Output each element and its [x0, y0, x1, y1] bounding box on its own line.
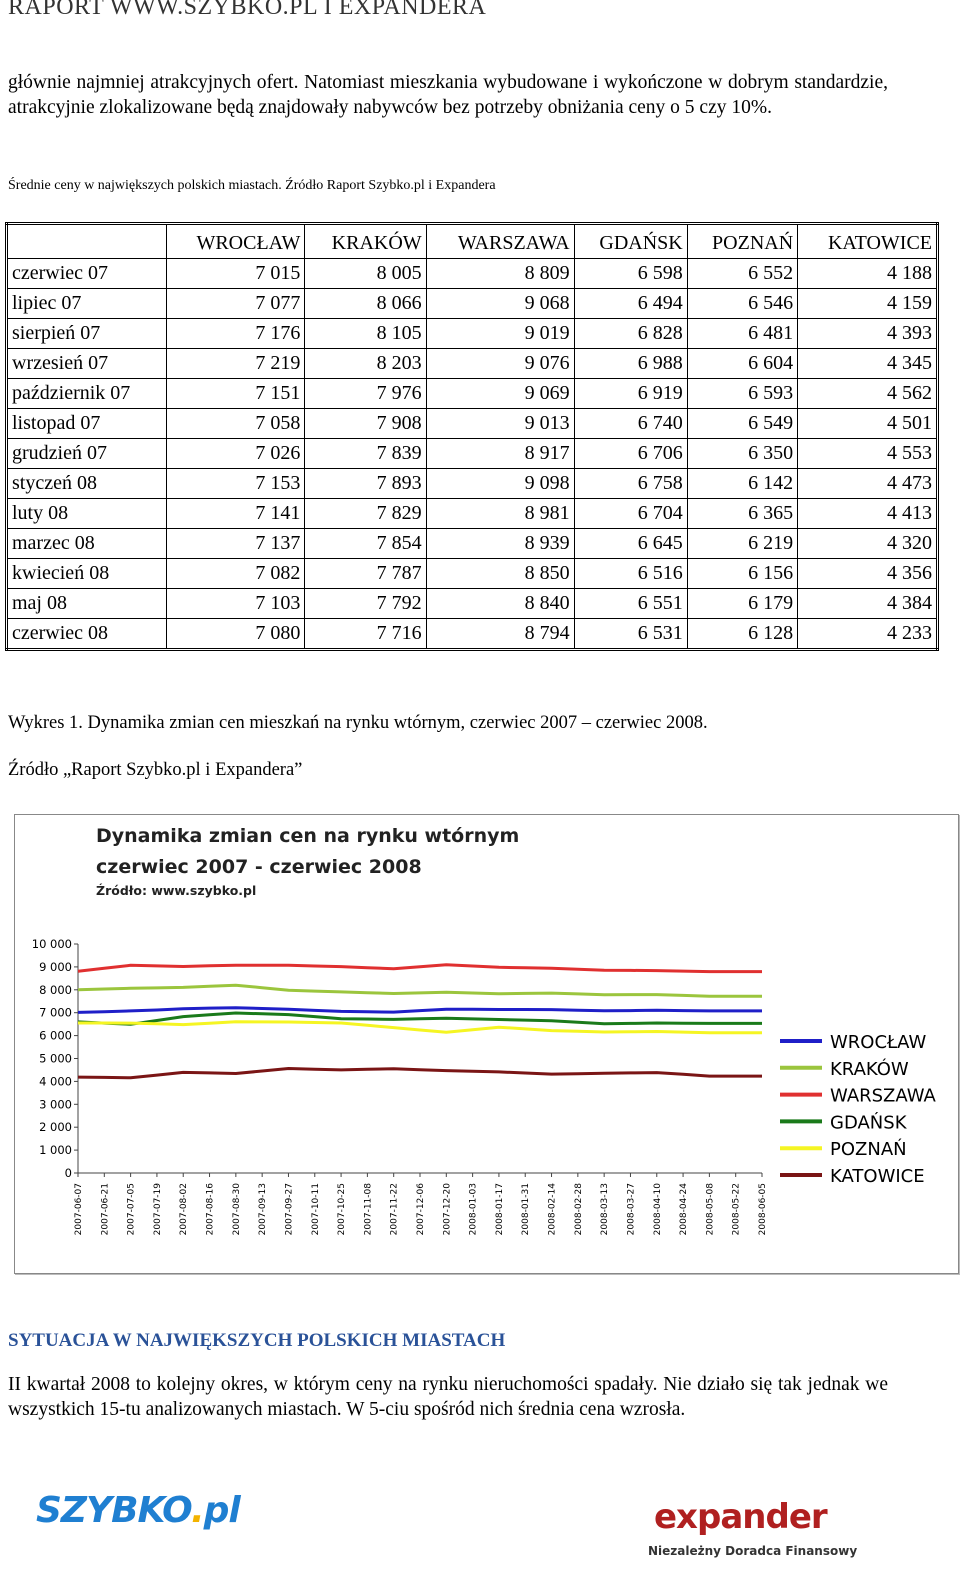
price-table — [5, 222, 939, 651]
table-row — [7, 589, 938, 619]
x-tick-label: 2007-06-07 — [74, 1183, 84, 1236]
szybko-logo-text: SZYBKO — [36, 1490, 191, 1531]
row-label: kwiecień 08 — [7, 559, 167, 589]
y-tick-label: 10 000 — [31, 937, 72, 951]
x-tick-label: 2008-05-08 — [705, 1183, 716, 1236]
table-row — [7, 499, 938, 529]
table-cell: 6 179 — [687, 589, 797, 619]
table-row — [7, 469, 938, 499]
x-tick-label: 2008-01-17 — [494, 1183, 505, 1236]
table-cell: 7 854 — [305, 529, 426, 559]
table-cell: 8 203 — [305, 349, 426, 379]
szybko-logo — [36, 1490, 240, 1531]
row-label: sierpień 07 — [7, 319, 167, 349]
table-cell: 6 551 — [574, 589, 687, 619]
x-tick-label: 2008-03-27 — [626, 1183, 637, 1236]
y-tick-label: 9 000 — [39, 959, 72, 974]
table-cell: 6 828 — [574, 319, 687, 349]
table-cell: 6 598 — [574, 259, 687, 289]
table-column-header: KATOWICE — [798, 224, 938, 259]
row-label: październik 07 — [7, 379, 167, 409]
y-tick-label: 0 — [64, 1166, 72, 1180]
legend-label: KRAKÓW — [830, 1058, 909, 1080]
x-tick-label: 2007-08-16 — [205, 1183, 216, 1236]
table-header-row — [7, 224, 938, 259]
table-cell: 4 562 — [798, 379, 938, 409]
table-row — [7, 619, 938, 650]
table-cell: 8 981 — [426, 499, 574, 529]
table-cell: 4 473 — [798, 469, 938, 499]
table-cell: 6 156 — [687, 559, 797, 589]
table-row — [7, 349, 938, 379]
row-label: lipiec 07 — [7, 289, 167, 319]
table-cell: 8 794 — [426, 619, 574, 650]
table-cell: 4 356 — [798, 559, 938, 589]
table-cell: 6 494 — [574, 289, 687, 319]
table-row — [7, 559, 938, 589]
chart-subtitle: czerwiec 2007 - czerwiec 2008 — [96, 856, 422, 878]
table-cell: 4 233 — [798, 619, 938, 650]
table-cell: 4 413 — [798, 499, 938, 529]
table-row — [7, 319, 938, 349]
table-cell: 6 142 — [687, 469, 797, 499]
table-cell: 6 350 — [687, 439, 797, 469]
szybko-logo-pl: pl — [203, 1490, 240, 1531]
y-tick-label: 1 000 — [39, 1143, 72, 1158]
table-cell: 7 893 — [305, 469, 426, 499]
row-label: listopad 07 — [7, 409, 167, 439]
table-cell: 7 792 — [305, 589, 426, 619]
table-cell: 7 839 — [305, 439, 426, 469]
x-tick-label: 2007-12-06 — [416, 1183, 426, 1236]
row-label: luty 08 — [7, 499, 167, 529]
table-cell: 8 840 — [426, 589, 574, 619]
row-label: marzec 08 — [7, 529, 167, 559]
table-cell: 9 069 — [426, 379, 574, 409]
table-column-header: KRAKÓW — [305, 224, 426, 259]
x-tick-label: 2008-02-28 — [573, 1183, 584, 1236]
table-cell: 8 809 — [426, 259, 574, 289]
table-cell: 6 365 — [687, 499, 797, 529]
row-label: styczeń 08 — [7, 469, 167, 499]
table-cell: 4 159 — [798, 289, 938, 319]
table-cell: 6 516 — [574, 559, 687, 589]
table-cell: 7 077 — [167, 289, 305, 319]
x-tick-label: 2007-10-25 — [337, 1183, 348, 1236]
y-tick-label: 7 000 — [39, 1005, 72, 1020]
table-cell: 4 320 — [798, 529, 938, 559]
table-cell: 6 128 — [687, 619, 797, 650]
x-tick-label: 2008-01-03 — [468, 1183, 479, 1236]
legend-label: POZNAŃ — [830, 1139, 907, 1161]
table-cell: 8 917 — [426, 439, 574, 469]
table-cell: 4 384 — [798, 589, 938, 619]
table-cell: 6 706 — [574, 439, 687, 469]
table-cell: 7 141 — [167, 499, 305, 529]
section-title: SYTUACJA W NAJWIĘKSZYCH POLSKICH MIASTACH — [8, 1330, 506, 1351]
table-cell: 9 076 — [426, 349, 574, 379]
table-cell: 7 787 — [305, 559, 426, 589]
y-tick-label: 8 000 — [39, 982, 72, 997]
x-tick-label: 2008-03-13 — [600, 1183, 611, 1236]
table-cell: 7 908 — [305, 409, 426, 439]
x-tick-label: 2007-09-27 — [284, 1183, 295, 1236]
x-tick-label: 2008-04-24 — [679, 1183, 690, 1236]
table-cell: 4 393 — [798, 319, 938, 349]
x-tick-label: 2007-07-19 — [152, 1183, 163, 1236]
x-tick-label: 2007-12-20 — [442, 1183, 453, 1236]
x-tick-label: 2007-07-05 — [126, 1183, 137, 1236]
table-cell: 6 645 — [574, 529, 687, 559]
x-tick-label: 2007-06-21 — [100, 1183, 111, 1236]
table-cell: 7 176 — [167, 319, 305, 349]
table-cell: 6 549 — [687, 409, 797, 439]
table-cell: 7 103 — [167, 589, 305, 619]
table-cell: 7 716 — [305, 619, 426, 650]
table-cell: 7 151 — [167, 379, 305, 409]
chart-caption: Wykres 1. Dynamika zmian cen mieszkań na rynku wtórnym, czerwiec 2007 – czerwiec 2008. — [8, 713, 708, 733]
szybko-logo-dot: . — [190, 1490, 204, 1531]
row-label: wrzesień 07 — [7, 349, 167, 379]
table-cell: 8 939 — [426, 529, 574, 559]
table-cell: 7 080 — [167, 619, 305, 650]
chart-source-caption: Źródło „Raport Szybko.pl i Expandera” — [8, 760, 303, 780]
table-cell: 9 098 — [426, 469, 574, 499]
table-cell: 4 345 — [798, 349, 938, 379]
table-cell: 9 019 — [426, 319, 574, 349]
table-cell: 7 026 — [167, 439, 305, 469]
table-cell: 6 604 — [687, 349, 797, 379]
row-label: czerwiec 08 — [7, 619, 167, 650]
table-cell: 4 553 — [798, 439, 938, 469]
row-label: grudzień 07 — [7, 439, 167, 469]
intro-paragraph: głównie najmniej atrakcyjnych ofert. Natomiast mieszkania wybudowane i wykończone w dobrym standardzie, atrakcyjnie zlokalizowane będą znajdowały nabywców bez potrzeby obniżania ceny o 5 czy 10%. — [8, 72, 888, 118]
table-cell: 6 531 — [574, 619, 687, 650]
y-tick-label: 5 000 — [39, 1051, 72, 1066]
x-tick-label: 2008-01-31 — [521, 1183, 532, 1236]
row-label: czerwiec 07 — [7, 259, 167, 289]
table-cell: 7 219 — [167, 349, 305, 379]
legend-label: KATOWICE — [830, 1166, 925, 1187]
table-cell: 7 976 — [305, 379, 426, 409]
table-cell: 8 105 — [305, 319, 426, 349]
table-cell: 9 013 — [426, 409, 574, 439]
table-cell: 6 988 — [574, 349, 687, 379]
table-header-empty — [7, 224, 167, 259]
x-tick-label: 2007-08-30 — [231, 1183, 242, 1236]
table-row — [7, 259, 938, 289]
table-caption: Średnie ceny w największych polskich miastach. Źródło Raport Szybko.pl i Expandera — [8, 178, 496, 193]
y-tick-label: 4 000 — [39, 1074, 72, 1089]
table-cell: 4 501 — [798, 409, 938, 439]
x-tick-label: 2008-02-14 — [547, 1183, 558, 1236]
table-cell: 8 005 — [305, 259, 426, 289]
chart-source: Źródło: www.szybko.pl — [96, 883, 257, 898]
x-tick-label: 2007-11-22 — [389, 1183, 400, 1236]
table-cell: 7 137 — [167, 529, 305, 559]
expander-tagline: Niezależny Doradca Finansowy — [648, 1544, 858, 1558]
legend-label: WROCŁAW — [830, 1032, 927, 1053]
section-paragraph: II kwartał 2008 to kolejny okres, w którym ceny na rynku nieruchomości spadały. Nie działo się tak jednak we wszystkich 15-tu analizowanych miastach. W 5-ciu spośród nich średnia cena wzrosła. — [8, 1374, 888, 1420]
table-row — [7, 409, 938, 439]
x-tick-label: 2008-06-05 — [758, 1183, 768, 1236]
table-cell: 6 593 — [687, 379, 797, 409]
table-cell: 7 829 — [305, 499, 426, 529]
table-cell: 7 015 — [167, 259, 305, 289]
x-tick-label: 2007-09-13 — [258, 1183, 269, 1236]
table-cell: 7 058 — [167, 409, 305, 439]
table-cell: 6 740 — [574, 409, 687, 439]
table-cell: 6 481 — [687, 319, 797, 349]
table-cell: 6 919 — [574, 379, 687, 409]
y-tick-label: 2 000 — [39, 1120, 72, 1135]
legend-label: WARSZAWA — [830, 1085, 936, 1107]
legend-label: GDAŃSK — [830, 1112, 907, 1134]
chart-title: Dynamika zmian cen na rynku wtórnym — [96, 825, 520, 847]
table-column-header: WARSZAWA — [426, 224, 574, 259]
x-tick-label: 2007-10-11 — [310, 1183, 321, 1236]
table-column-header: WROCŁAW — [167, 224, 305, 259]
table-body — [7, 259, 938, 650]
table-row — [7, 529, 938, 559]
table-row — [7, 439, 938, 469]
table-column-header: POZNAŃ — [687, 224, 797, 259]
table-cell: 6 552 — [687, 259, 797, 289]
table-cell: 6 546 — [687, 289, 797, 319]
table-cell: 6 704 — [574, 499, 687, 529]
x-tick-label: 2007-08-02 — [179, 1183, 190, 1236]
row-label: maj 08 — [7, 589, 167, 619]
table-cell: 8 066 — [305, 289, 426, 319]
y-tick-label: 6 000 — [39, 1028, 72, 1043]
y-tick-label: 3 000 — [39, 1097, 72, 1112]
x-tick-label: 2007-11-08 — [363, 1183, 374, 1236]
x-tick-label: 2008-04-10 — [652, 1183, 663, 1236]
expander-logo: expander — [654, 1497, 827, 1537]
document-header: RAPORT WWW.SZYBKO.PL I EXPANDERA — [8, 0, 487, 20]
table-cell: 7 153 — [167, 469, 305, 499]
table-cell: 6 219 — [687, 529, 797, 559]
table-row — [7, 289, 938, 319]
table-cell: 7 082 — [167, 559, 305, 589]
table-cell: 9 068 — [426, 289, 574, 319]
x-tick-label: 2008-05-22 — [731, 1183, 742, 1236]
table-cell: 6 758 — [574, 469, 687, 499]
table-row — [7, 379, 938, 409]
table-cell: 4 188 — [798, 259, 938, 289]
table-cell: 8 850 — [426, 559, 574, 589]
table-column-header: GDAŃSK — [574, 224, 687, 259]
